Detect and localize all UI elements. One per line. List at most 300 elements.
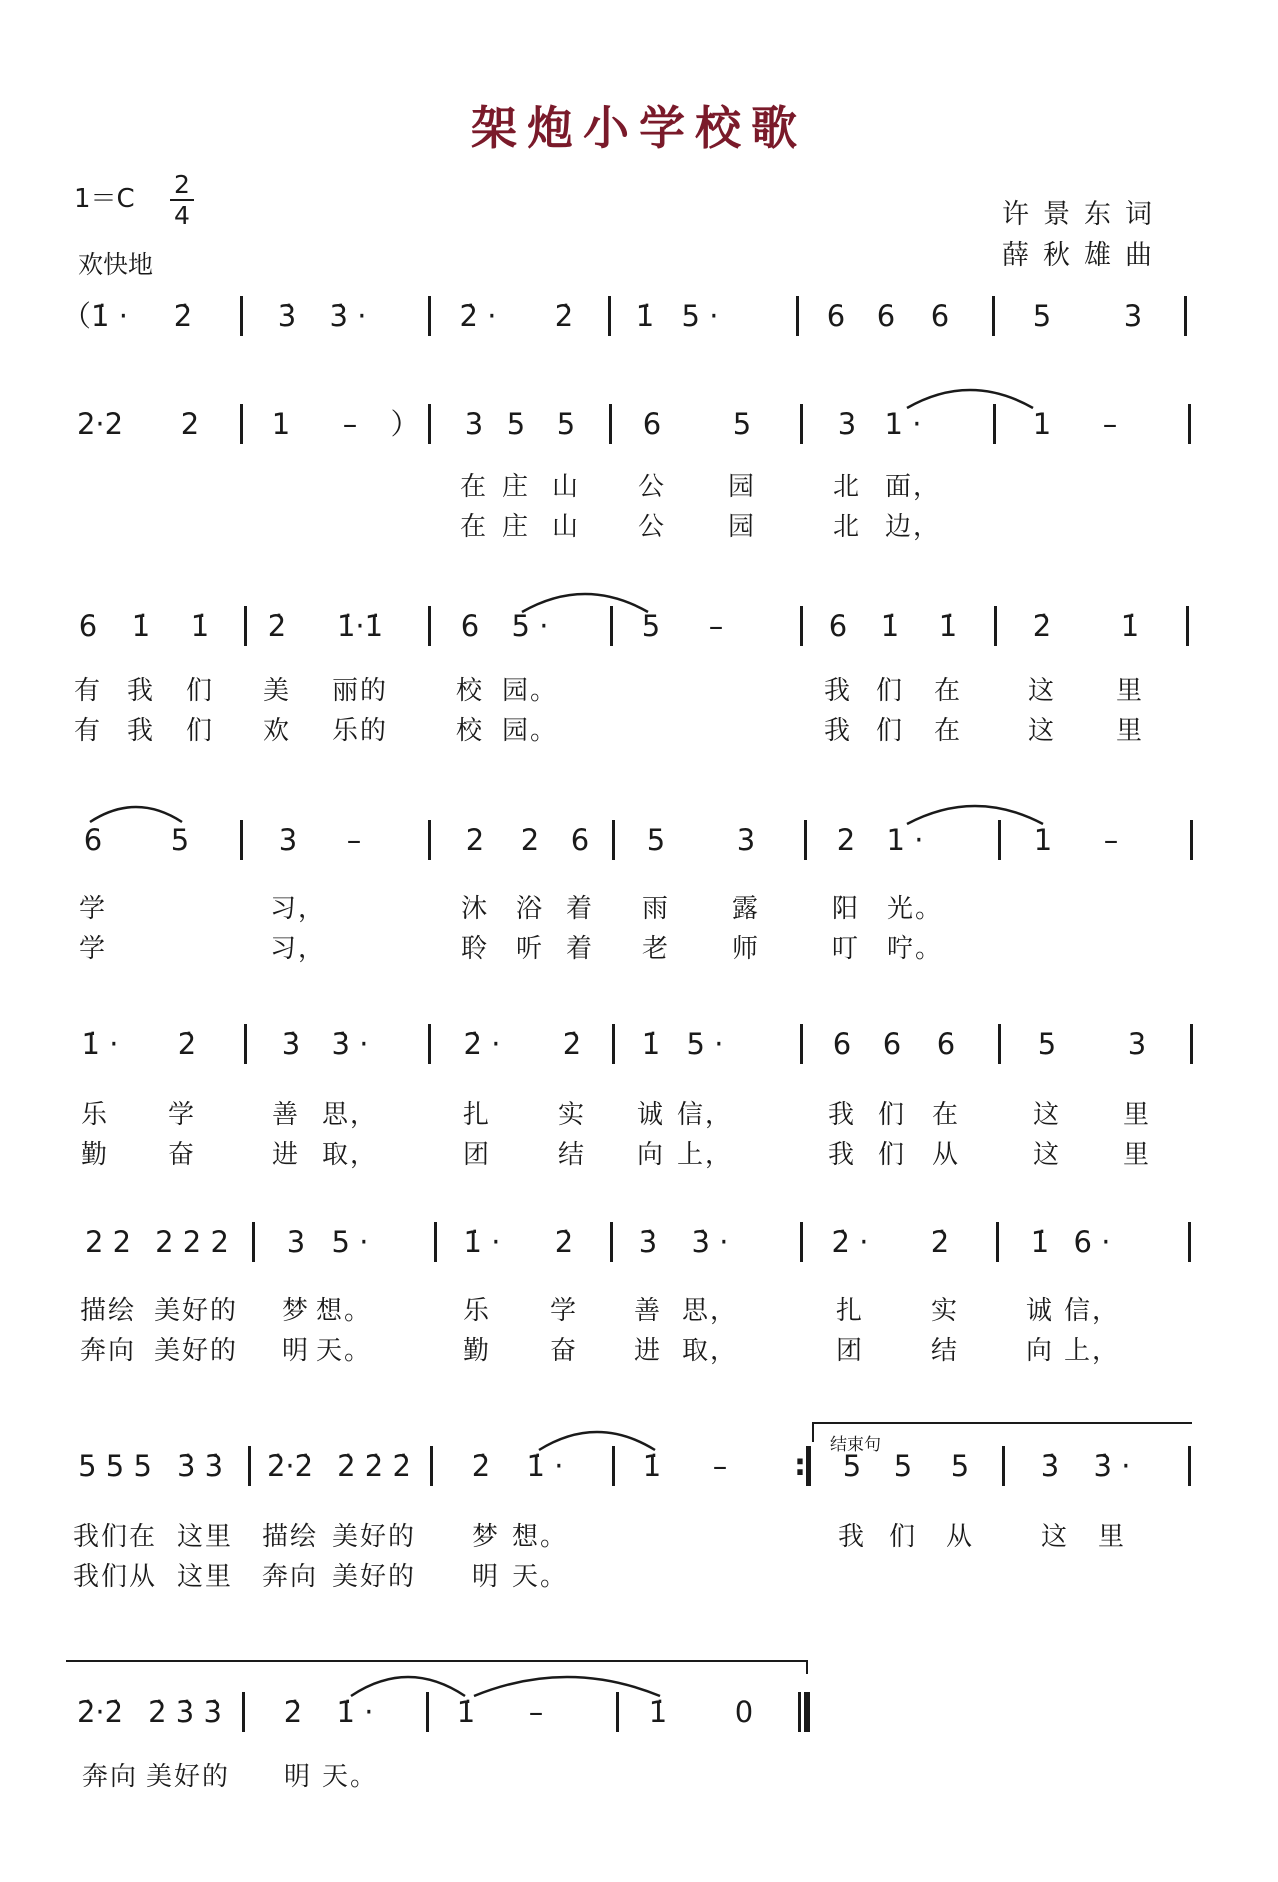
barline <box>430 1446 433 1486</box>
lyric: 这 <box>1027 716 1057 746</box>
barline <box>612 1446 615 1486</box>
note: 6 <box>882 1027 902 1061</box>
lyric: 我们从 <box>72 1562 158 1592</box>
lyric: 北 <box>832 472 862 502</box>
lyric: 我 <box>837 1522 867 1552</box>
score-row-2 <box>0 404 1278 454</box>
barline <box>428 296 431 336</box>
score-row-7 <box>0 1446 1278 1496</box>
note: 1 <box>1032 407 1052 441</box>
lyrics-row-6b <box>0 1330 1278 1370</box>
note: 1̇ <box>190 609 210 643</box>
lyric: 有 <box>73 676 103 706</box>
lyric: 从 <box>931 1140 961 1170</box>
lyric: 在 <box>459 472 489 502</box>
lyric: 园 <box>727 512 757 542</box>
lyric: 聆 <box>460 934 490 964</box>
time-signature-bottom: 4 <box>174 201 190 230</box>
lyric: 我 <box>126 676 156 706</box>
lyric: 里 <box>1115 676 1145 706</box>
note: 2 2 2 <box>155 1225 229 1259</box>
lyrics-row-7a <box>0 1516 1278 1556</box>
repeat-dots: : <box>794 1448 806 1483</box>
note: 5 · <box>331 1225 369 1259</box>
note: 2̇ <box>173 299 193 333</box>
note: 5 <box>1032 299 1052 333</box>
tempo-marking: 欢快地 <box>78 250 154 279</box>
lyric: 校 <box>455 716 485 746</box>
lyric: 明 <box>281 1336 311 1366</box>
slur <box>349 1666 467 1698</box>
lyric: 里 <box>1122 1140 1152 1170</box>
note: 5 <box>646 823 666 857</box>
note: 1̇ <box>938 609 958 643</box>
lyric: 进 <box>271 1140 301 1170</box>
note: 5 <box>950 1449 970 1483</box>
note: 3 <box>1123 299 1143 333</box>
lyric: 向 <box>1025 1336 1055 1366</box>
lyric: 这 <box>1032 1140 1062 1170</box>
lyric: 奔向 <box>79 1336 137 1366</box>
lyric: 山 <box>551 472 581 502</box>
note: 2̇ · <box>459 299 497 333</box>
lyric: 北 <box>832 512 862 542</box>
note: 3 <box>278 823 298 857</box>
lyric: 咛。 <box>886 934 944 964</box>
lyric: 奔向 <box>81 1762 139 1792</box>
note: 2 <box>180 407 200 441</box>
note: 1̇ · <box>463 1225 501 1259</box>
lyric: 从 <box>945 1522 975 1552</box>
note: 2̇ 3̇ 3̇ <box>148 1695 222 1729</box>
score-row-4 <box>0 820 1278 870</box>
lyrics-row-3b <box>0 710 1278 750</box>
lyric: 这 <box>1032 1100 1062 1130</box>
lyric: 边， <box>884 512 942 542</box>
ending-label: 结束句 <box>830 1435 881 1455</box>
note: 5 <box>1037 1027 1057 1061</box>
barline <box>609 404 612 444</box>
note: 3 <box>464 407 484 441</box>
note: – <box>528 1695 544 1729</box>
score-row-5 <box>0 1024 1278 1074</box>
lyrics-row-2a <box>0 466 1278 506</box>
lyric: 进 <box>633 1336 663 1366</box>
note: 5 <box>506 407 526 441</box>
barline <box>993 404 996 444</box>
barline <box>1002 1446 1005 1486</box>
lyric: 庄 <box>501 472 531 502</box>
lyric: 学 <box>78 894 108 924</box>
lyric: 丽的 <box>331 676 389 706</box>
lyric: 们 <box>888 1522 918 1552</box>
lyric: 在 <box>931 1100 961 1130</box>
lyrics-row-6a <box>0 1290 1278 1330</box>
note: 6 <box>828 609 848 643</box>
lyric: 上， <box>676 1140 734 1170</box>
lyrics-row-5a <box>0 1094 1278 1134</box>
lyric: 明 <box>471 1562 501 1592</box>
lyric: 梦 <box>471 1522 501 1552</box>
lyric: 这里 <box>176 1562 234 1592</box>
note: 2̇ <box>554 1225 574 1259</box>
note: 1̇ · <box>526 1449 564 1483</box>
note: 5 · <box>511 609 549 643</box>
barline <box>996 1222 999 1262</box>
note: 3̇ · <box>1093 1449 1131 1483</box>
barline <box>796 296 799 336</box>
note: 1 · <box>886 823 924 857</box>
lyric: 欢 <box>262 716 292 746</box>
composer-credit: 薛秋雄曲 <box>1002 240 1166 271</box>
note: – <box>712 1449 728 1483</box>
lyric: 着 <box>565 934 595 964</box>
lyric: 有 <box>73 716 103 746</box>
lyric: 我 <box>823 676 853 706</box>
note: 1̇ <box>635 299 655 333</box>
lyric: 美 <box>262 676 292 706</box>
lyric: 思， <box>681 1296 739 1326</box>
ending-bracket-tick <box>812 1422 814 1442</box>
note: 1̇ <box>642 1449 662 1483</box>
barline <box>804 820 807 860</box>
barline <box>612 1024 615 1064</box>
lyric: 团 <box>462 1140 492 1170</box>
barline <box>428 606 431 646</box>
note: 1̇ <box>131 609 151 643</box>
note: – <box>342 407 358 441</box>
lyric: 乐的 <box>331 716 389 746</box>
note: 5 5 5 <box>78 1449 152 1483</box>
note: 2̇ <box>267 609 287 643</box>
lyric: 取， <box>321 1140 379 1170</box>
ending-bracket-tick-2 <box>806 1660 808 1674</box>
lyrics-row-5b <box>0 1134 1278 1174</box>
lyric: 沐 <box>460 894 490 924</box>
note: 2̇ <box>554 299 574 333</box>
ending-bracket-line-2 <box>66 1660 808 1662</box>
barline <box>244 1024 247 1064</box>
lyrics-row-4b <box>0 928 1278 968</box>
note: 3̇ · <box>329 299 367 333</box>
barline <box>612 820 615 860</box>
lyric: 我 <box>827 1100 857 1130</box>
barline <box>1184 296 1187 336</box>
lyric: 勤 <box>462 1336 492 1366</box>
slur <box>88 798 184 824</box>
barline <box>800 1024 803 1064</box>
lyric: 善 <box>633 1296 663 1326</box>
lyric: 取， <box>681 1336 739 1366</box>
note: – <box>346 823 362 857</box>
note: 2·2 <box>76 407 124 441</box>
lyric: 实 <box>557 1100 587 1130</box>
lyric: 思， <box>321 1100 379 1130</box>
lyric: 美好的 <box>331 1562 417 1592</box>
lyric: 这 <box>1027 676 1057 706</box>
lyric: 上， <box>1063 1336 1121 1366</box>
lyric: 乐 <box>80 1100 110 1130</box>
lyric: 结 <box>930 1336 960 1366</box>
note: – <box>1102 407 1118 441</box>
song-title: 架炮小学校歌 <box>471 101 807 155</box>
barline <box>240 820 243 860</box>
lyric: 园。 <box>501 716 559 746</box>
lyric: 诚 <box>1025 1296 1055 1326</box>
note: 5 · <box>686 1027 724 1061</box>
lyric: 们 <box>875 716 905 746</box>
note: 1̇·1̇ <box>336 609 384 643</box>
lyric: 光。 <box>886 894 944 924</box>
barline <box>610 1222 613 1262</box>
lyric: 听 <box>515 934 545 964</box>
repeat-barline <box>806 1446 811 1486</box>
lyric: 奔向 <box>261 1562 319 1592</box>
barline <box>994 606 997 646</box>
barline <box>1186 606 1189 646</box>
lyric: 习， <box>269 894 327 924</box>
note: 2̇ <box>283 1695 303 1729</box>
lyric: 阳 <box>831 894 861 924</box>
note: 2 2 <box>84 1225 132 1259</box>
note: 3̇ <box>277 299 297 333</box>
ending-bracket-line <box>812 1422 1192 1424</box>
note: 5 <box>556 407 576 441</box>
key-signature: 1＝C <box>74 184 135 214</box>
lyric: 我 <box>827 1140 857 1170</box>
lyric: 学 <box>549 1296 579 1326</box>
lyricist-credit: 许景东词 <box>1002 199 1166 230</box>
note: 1̇ · <box>81 1027 119 1061</box>
barline <box>244 606 247 646</box>
lyric: 雨 <box>641 894 671 924</box>
barline <box>428 404 431 444</box>
barline <box>248 1446 251 1486</box>
final-barline-thick <box>804 1692 810 1732</box>
lyric: 梦 <box>281 1296 311 1326</box>
lyric: 天。 <box>511 1562 569 1592</box>
lyric: 向 <box>636 1140 666 1170</box>
lyric: 园。 <box>501 676 559 706</box>
lyric: 山 <box>551 512 581 542</box>
note: 2 <box>465 823 485 857</box>
lyric: 公 <box>637 472 667 502</box>
lyric: 诚 <box>636 1100 666 1130</box>
note: 3̇ <box>1040 1449 1060 1483</box>
note: 2̇ <box>562 1027 582 1061</box>
note: 1 <box>271 407 291 441</box>
barline <box>426 1692 429 1732</box>
lyric: 在 <box>933 716 963 746</box>
note: 1 · <box>884 407 922 441</box>
score-row-1 <box>0 296 1278 346</box>
note: 6 <box>832 1027 852 1061</box>
lyric: 们 <box>875 676 905 706</box>
lyric: 我 <box>126 716 156 746</box>
note: 2̇ <box>930 1225 950 1259</box>
note: 1̇ <box>1030 1225 1050 1259</box>
barline <box>1188 1446 1191 1486</box>
lyrics-row-3a <box>0 670 1278 710</box>
note: 2̇ <box>177 1027 197 1061</box>
lyric: 浴 <box>515 894 545 924</box>
lyric: 想。 <box>511 1522 569 1552</box>
barline <box>240 404 243 444</box>
barline <box>428 820 431 860</box>
barline <box>1188 1222 1191 1262</box>
note: 5 <box>893 1449 913 1483</box>
note: 6 <box>826 299 846 333</box>
lyric: 学 <box>78 934 108 964</box>
barline <box>242 1692 245 1732</box>
final-barline-thin <box>798 1692 801 1732</box>
barline <box>252 1222 255 1262</box>
lyric: 们 <box>185 716 215 746</box>
barline <box>992 296 995 336</box>
lyric: 描绘 <box>261 1522 319 1552</box>
lyric: 学 <box>167 1100 197 1130</box>
lyric: 里 <box>1115 716 1145 746</box>
barline <box>428 1024 431 1064</box>
lyric: 结 <box>557 1140 587 1170</box>
barline <box>998 1024 1001 1064</box>
note: 3̇ 3̇ <box>176 1449 224 1483</box>
note: 6 <box>936 1027 956 1061</box>
barline <box>800 606 803 646</box>
note: – <box>1103 823 1119 857</box>
lyric: 扎 <box>835 1296 865 1326</box>
slur <box>537 1422 657 1452</box>
lyric: 信， <box>676 1100 734 1130</box>
note: 2̇·2̇ <box>266 1449 314 1483</box>
note: 6 <box>876 299 896 333</box>
note: 6 <box>570 823 590 857</box>
lyrics-row-4a <box>0 888 1278 928</box>
lyric: 们 <box>185 676 215 706</box>
lyric: 奋 <box>167 1140 197 1170</box>
lyric: 叮 <box>831 934 861 964</box>
lyric: 天。 <box>321 1762 379 1792</box>
lyric: 公 <box>637 512 667 542</box>
score-row-3 <box>0 606 1278 656</box>
note: 6 · <box>1073 1225 1111 1259</box>
note: 3 <box>837 407 857 441</box>
lyric: 明 <box>283 1762 313 1792</box>
lyric: 校 <box>455 676 485 706</box>
lyric: 庄 <box>501 512 531 542</box>
lyric: 这 <box>1040 1522 1070 1552</box>
lyric: 露 <box>731 894 761 924</box>
note: 3̇ <box>281 1027 301 1061</box>
lyric: 想。 <box>315 1296 373 1326</box>
time-signature <box>168 170 196 230</box>
lyric: 乐 <box>462 1296 492 1326</box>
note: 2̇ <box>1032 609 1052 643</box>
lyric: 里 <box>1097 1522 1127 1552</box>
lyric: 在 <box>459 512 489 542</box>
lyric: 我 <box>823 716 853 746</box>
barline <box>800 1222 803 1262</box>
note: 1̇ <box>641 1027 661 1061</box>
note: 5 <box>732 407 752 441</box>
lyrics-row-8a <box>0 1756 1278 1796</box>
note: 5 <box>842 1449 862 1483</box>
note: 3̇ <box>638 1225 658 1259</box>
lyric: 美好的 <box>331 1522 417 1552</box>
note: – <box>708 609 724 643</box>
lyrics-row-2b <box>0 506 1278 546</box>
note: 5 <box>170 823 190 857</box>
lyric: 实 <box>930 1296 960 1326</box>
lyric: 习， <box>269 934 327 964</box>
barline <box>800 404 803 444</box>
note: ） <box>390 407 420 441</box>
note: 2̇·2̇ <box>76 1695 124 1729</box>
lyric: 信， <box>1063 1296 1121 1326</box>
lyric: 老 <box>641 934 671 964</box>
slur <box>905 380 1035 410</box>
barline <box>616 1692 619 1732</box>
slur <box>905 796 1045 826</box>
lyric: 扎 <box>462 1100 492 1130</box>
lyrics-row-7b <box>0 1556 1278 1596</box>
lyric: 面， <box>884 472 942 502</box>
note: 0 <box>734 1695 754 1729</box>
note: 1̇ <box>880 609 900 643</box>
lyric: 奋 <box>549 1336 579 1366</box>
score-row-6 <box>0 1222 1278 1272</box>
lyric: 团 <box>835 1336 865 1366</box>
note: （1̇ · <box>62 299 128 333</box>
barline <box>998 820 1001 860</box>
lyric: 描绘 <box>79 1296 137 1326</box>
lyric: 美好的 <box>145 1762 231 1792</box>
barline <box>434 1222 437 1262</box>
slur <box>520 584 650 614</box>
note: 1 <box>1033 823 1053 857</box>
slur <box>472 1666 662 1698</box>
barline <box>240 296 243 336</box>
lyric: 这里 <box>176 1522 234 1552</box>
lyric: 着 <box>565 894 595 924</box>
note: 3 <box>286 1225 306 1259</box>
note: 2 <box>836 823 856 857</box>
note: 6 <box>642 407 662 441</box>
lyric: 园 <box>727 472 757 502</box>
note: 2̇ · <box>463 1027 501 1061</box>
lyric: 天。 <box>315 1336 373 1366</box>
score-row-8 <box>0 1692 1278 1742</box>
note: 6 <box>83 823 103 857</box>
lyric: 们 <box>877 1140 907 1170</box>
lyric: 在 <box>933 676 963 706</box>
lyric: 美好的 <box>153 1336 239 1366</box>
note: 6 <box>930 299 950 333</box>
note: 1̇ · <box>336 1695 374 1729</box>
note: 3̇ · <box>691 1225 729 1259</box>
barline <box>1190 820 1193 860</box>
time-signature-top: 2 <box>174 170 190 199</box>
lyric: 美好的 <box>153 1296 239 1326</box>
note: 2̇ <box>471 1449 491 1483</box>
note: 2̇ 2̇ 2̇ <box>337 1449 411 1483</box>
barline <box>608 296 611 336</box>
note: 5 <box>641 609 661 643</box>
barline <box>1188 404 1191 444</box>
lyric: 们 <box>877 1100 907 1130</box>
note: 3 <box>1127 1027 1147 1061</box>
barline <box>1190 1024 1193 1064</box>
